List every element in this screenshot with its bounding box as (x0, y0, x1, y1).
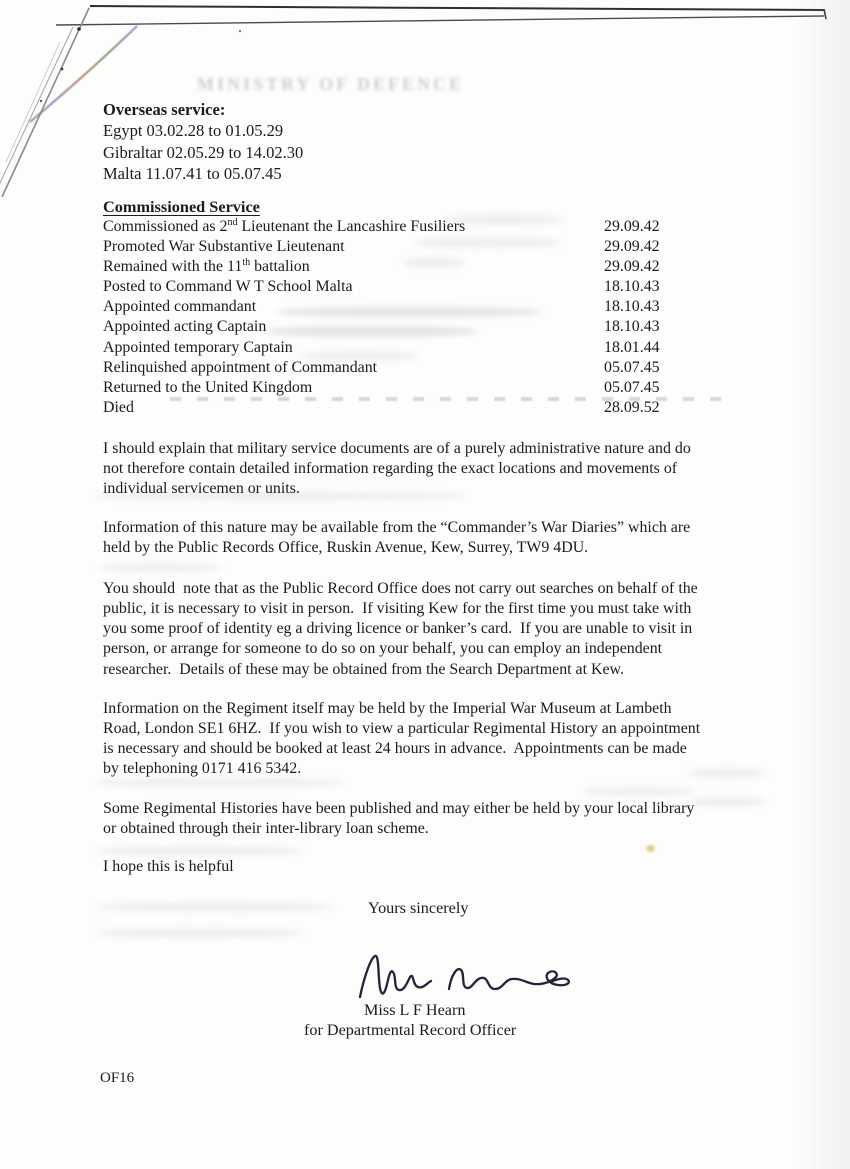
bleed-through-smudge (100, 563, 220, 572)
scanner-edge-shading (792, 0, 850, 1169)
paragraph-line: Some Regimental Histories have been published and may either be held by your local library (103, 800, 695, 817)
service-event-date: 18.10.43 (604, 318, 660, 336)
table-row (103, 338, 663, 358)
service-event-label: Promoted War Substantive Lieutenant (103, 238, 345, 256)
overseas-service-line: Gibraltar 02.05.29 to 14.02.30 (103, 142, 304, 162)
overseas-service-line: Malta 11.07.41 to 05.07.45 (103, 164, 282, 184)
bleed-through-smudge (97, 928, 302, 938)
handwritten-signature (352, 947, 577, 1005)
paragraph-line: Road, London SE1 6HZ. If you wish to view a particular Regimental History an appointment (103, 720, 701, 738)
service-event-label: Remained with the 11th battalion (103, 257, 310, 276)
service-event-date: 05.07.45 (604, 358, 660, 376)
corner-fold-edge (2, 8, 89, 197)
paragraph-line: not therefore contain detailed information regarding the exact locations and movements of (103, 460, 678, 478)
table-row (103, 237, 663, 257)
paragraph-line: researcher. Details of these may be obtained from the Search Department at Kew. (103, 660, 624, 678)
service-event-date: 28.09.52 (604, 398, 660, 416)
service-event-date: 18.01.44 (604, 338, 660, 356)
paragraph-service-docs (103, 439, 691, 499)
table-row (103, 217, 663, 237)
bleed-through-smudge (690, 768, 765, 778)
table-row (103, 257, 663, 277)
valediction: Yours sincerely (368, 899, 469, 917)
paragraph-line: or obtained through their inter-library loan scheme. (103, 820, 429, 838)
bleed-through-smudge (97, 846, 302, 856)
table-row (103, 378, 663, 398)
service-event-date: 18.10.43 (604, 298, 660, 316)
paragraph-war-diaries (103, 518, 690, 558)
table-row (103, 358, 663, 378)
paragraph-line: I should explain that military service documents are of a purely administrative nature and do (103, 440, 691, 457)
service-event-label: Appointed acting Captain (103, 318, 267, 336)
commissioned-service-table (103, 217, 663, 418)
service-event-label: Commissioned as 2nd Lieutenant the Lancashire Fusiliers (103, 217, 466, 235)
paragraph-pro-visit (103, 579, 698, 680)
paragraph-line: held by the Public Records Office, Ruskin Avenue, Kew, Surrey, TW9 4DU. (103, 539, 589, 557)
page-top-edge (90, 6, 824, 10)
page-top-edge-inner (56, 16, 824, 25)
bleed-through-smudge (583, 787, 693, 796)
hope-line: I hope this is helpful (103, 858, 234, 875)
table-row (103, 277, 663, 297)
table-row (103, 317, 663, 337)
paragraph-line: individual servicemen or units. (103, 480, 300, 498)
commissioned-service-heading: Commissioned Service (103, 197, 260, 216)
bleed-through-smudge (690, 797, 765, 807)
overseas-service-section (103, 99, 303, 185)
footer-reference-code: OF16 (100, 1070, 135, 1086)
paragraph-line: you some proof of identity eg a driving licence or banker’s card. If you are unable to visit in (103, 620, 693, 638)
signature-name: Miss L F Hearn (364, 1001, 466, 1019)
overseas-service-line: Egypt 03.02.28 to 01.05.29 (103, 121, 284, 141)
service-event-date: 29.09.42 (604, 258, 660, 276)
service-event-date: 29.09.42 (604, 238, 660, 256)
overseas-service-heading: Overseas service: (103, 100, 226, 119)
service-event-label: Returned to the United Kingdom (103, 378, 313, 396)
paragraph-line: public, it is necessary to visit in person. If visiting Kew for the first time you must take with (103, 600, 692, 618)
service-event-label: Died (103, 398, 134, 416)
service-event-label: Relinquished appointment of Commandant (103, 358, 378, 376)
paragraph-line: by telephoning 0171 416 5342. (103, 760, 302, 778)
table-row (103, 398, 663, 418)
service-event-label: Appointed commandant (103, 298, 257, 316)
service-event-label: Appointed temporary Captain (103, 338, 293, 356)
bleed-through-smudge (97, 902, 332, 912)
service-event-date: 05.07.45 (604, 378, 660, 396)
table-row (103, 297, 663, 317)
signature-role: for Departmental Record Officer (304, 1021, 517, 1039)
paragraph-regimental-histories (103, 799, 694, 839)
paragraph-line: Information of this nature may be available from the “Commander’s War Diaries” which are (103, 519, 691, 536)
paragraph-line: Information on the Regiment itself may be held by the Imperial War Museum at Lambeth (103, 700, 672, 717)
paragraph-line: is necessary and should be booked at least 24 hours in advance. Appointments can be made (103, 740, 687, 758)
service-event-date: 29.09.42 (604, 218, 660, 235)
paragraph-imperial-war-museum (103, 699, 700, 780)
service-event-date: 18.10.43 (604, 278, 660, 296)
paragraph-line: person, or arrange for someone to do so on your behalf, you can employ an independent (103, 640, 663, 658)
yellow-speck (646, 845, 655, 852)
paragraph-line: You should note that as the Public Record Office does not carry out searches on behalf of the (103, 580, 698, 597)
service-event-label: Posted to Command W T School Malta (103, 278, 353, 296)
bleed-through-header: MINISTRY OF DEFENCE (197, 74, 465, 94)
